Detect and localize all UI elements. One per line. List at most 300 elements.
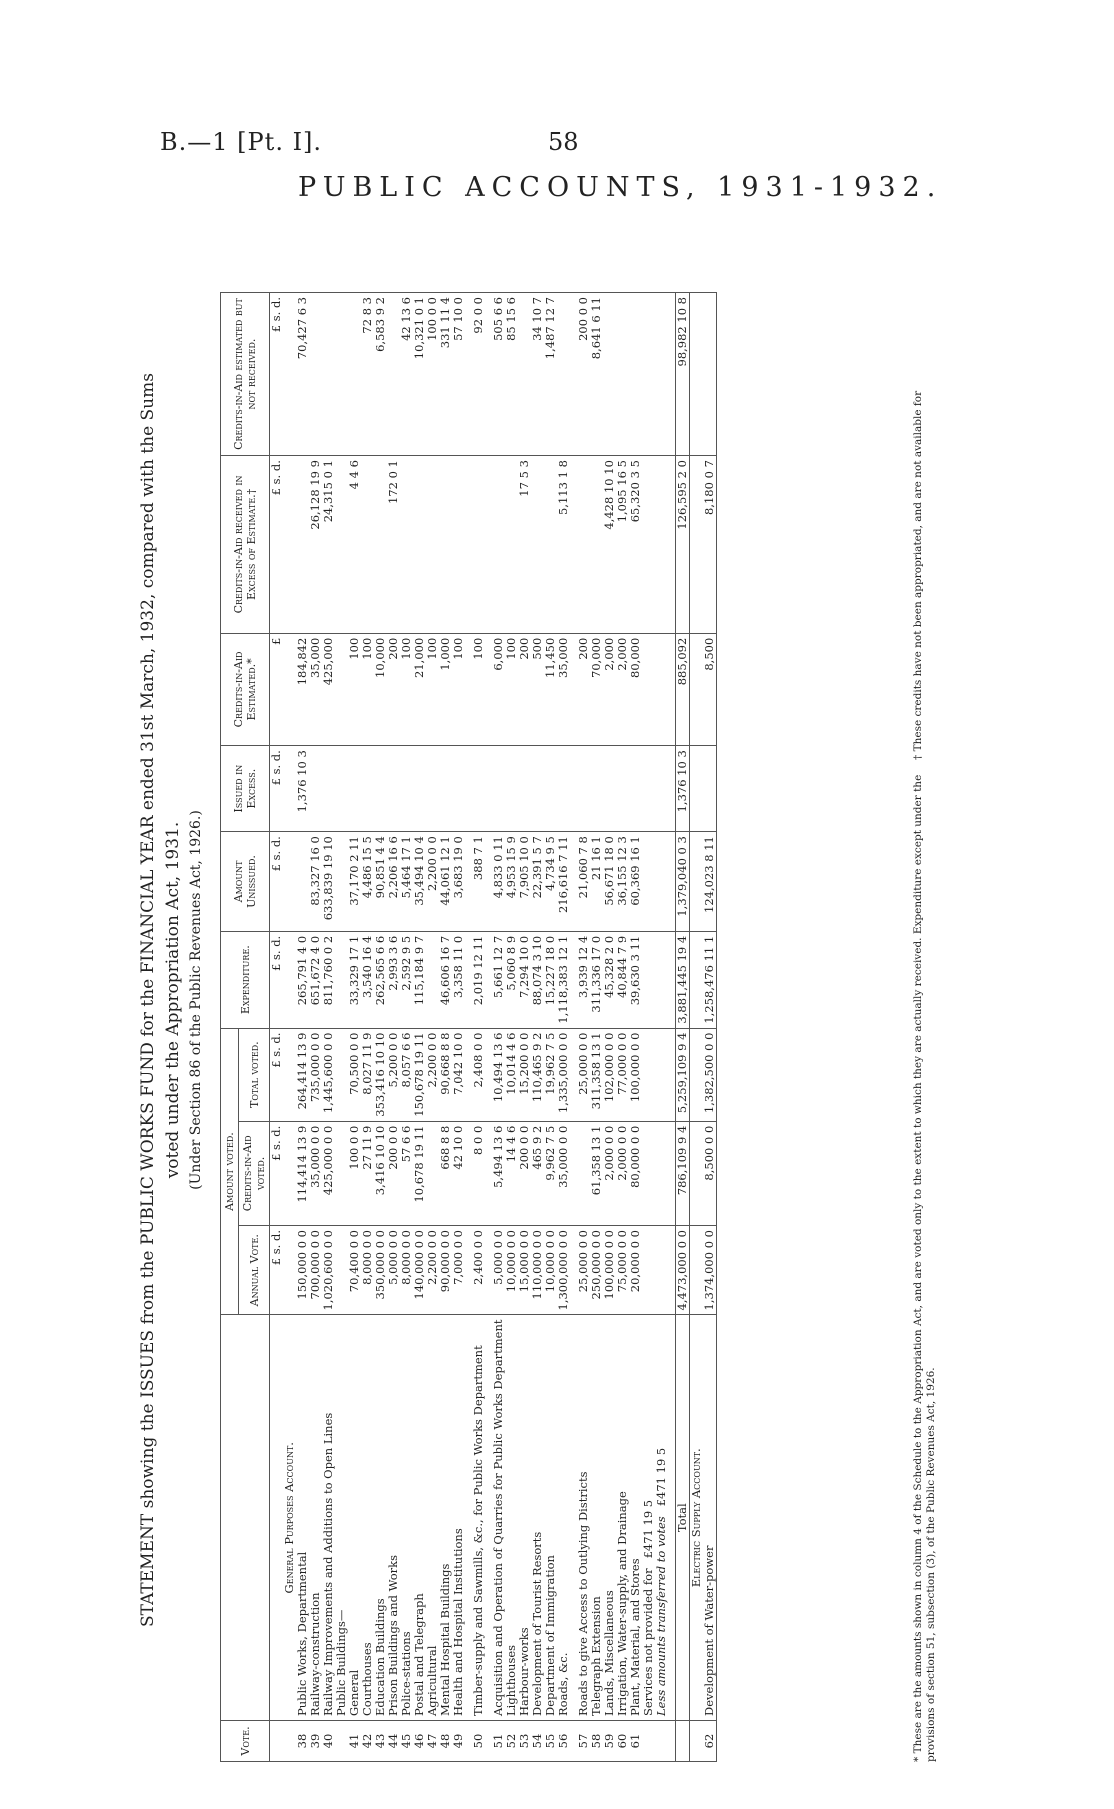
cell-cia-voted xyxy=(642,1121,655,1225)
cell-excess xyxy=(544,746,557,832)
cell-cia-not: 331 11 4 xyxy=(439,293,452,456)
cell-cia-not xyxy=(322,293,335,456)
cell-cia-not xyxy=(690,293,704,456)
cell-exp: 46,606 16 7 xyxy=(439,931,452,1028)
section-heading-general: General Purposes Account. xyxy=(283,1315,296,1721)
cell-unissued: 60,369 16 1 xyxy=(629,832,642,932)
units-cell: £ s. d. xyxy=(270,746,284,832)
item-name: Lighthouses xyxy=(505,1315,518,1721)
cell-total: 5,200 0 0 xyxy=(387,1028,400,1121)
vote-number xyxy=(655,1721,668,1762)
item-name: Plant, Material, and Stores xyxy=(629,1315,642,1721)
cell-exp: 265,791 4 0 xyxy=(296,931,309,1028)
cell-unissued: 36,155 12 3 xyxy=(616,832,629,932)
cell-cia-voted: 14 4 6 xyxy=(505,1121,518,1225)
cell-annual: 10,000 0 0 xyxy=(544,1226,557,1315)
cell-cia-voted: 61,358 13 1 xyxy=(590,1121,603,1225)
table-row xyxy=(655,293,668,1762)
header-unissued: Amount Unissued. xyxy=(221,832,270,932)
cell-total: 19,962 7 5 xyxy=(544,1028,557,1121)
cell-cia-est: 425,000 xyxy=(322,633,335,746)
cell-cia-est: 100 xyxy=(472,633,485,746)
vote-number: 48 xyxy=(439,1721,452,1762)
cell-excess xyxy=(361,746,374,832)
cell-exp: 651,672 4 0 xyxy=(309,931,322,1028)
cell-excess xyxy=(309,746,322,832)
cell-annual: 7,000 0 0 xyxy=(452,1226,465,1315)
cell-annual: 15,000 0 0 xyxy=(518,1226,531,1315)
cell-cia-rec: 24,315 0 1 xyxy=(322,456,335,634)
issues-table xyxy=(220,292,717,1762)
units-cell: £ s. d. xyxy=(270,293,284,456)
services-less-amount: £471 19 5 xyxy=(654,1447,668,1507)
cell-total: 1,445,600 0 0 xyxy=(322,1028,335,1121)
cell-cia-rec: 1,095 16 5 xyxy=(616,456,629,634)
cell-unissued xyxy=(642,832,655,932)
cell-cia-est: 200 xyxy=(387,633,400,746)
cell-exp: 115,184 9 7 xyxy=(413,931,426,1028)
item-name: Railway-construction xyxy=(309,1315,322,1721)
cell-cia-voted: 80,000 0 0 xyxy=(629,1121,642,1225)
cell-cia-est: 100 xyxy=(348,633,361,746)
cell-exp: 3,358 11 0 xyxy=(452,931,465,1028)
cell-total: 1,335,000 0 0 xyxy=(557,1028,570,1121)
cell-exp: 1,118,383 12 1 xyxy=(557,931,570,1028)
table-row xyxy=(557,293,570,1762)
cell-cia-not xyxy=(309,293,322,456)
cell-annual: 2,200 0 0 xyxy=(426,1226,439,1315)
cell-excess xyxy=(590,746,603,832)
item-name: Development of Tourist Resorts xyxy=(531,1315,544,1721)
cell-exp: 7,294 10 0 xyxy=(518,931,531,1028)
statement-title xyxy=(136,230,186,1770)
cell-cia-not: 10,321 0 1 xyxy=(413,293,426,456)
item-name: Telegraph Extension xyxy=(590,1315,603,1721)
vote-number: 57 xyxy=(577,1721,590,1762)
item-name: Roads, &c. xyxy=(557,1315,570,1721)
vote-number: 54 xyxy=(531,1721,544,1762)
cell-excess xyxy=(557,746,570,832)
cell-annual: 140,000 0 0 xyxy=(413,1226,426,1315)
header-vote: Vote. xyxy=(221,1721,270,1762)
cell-exp xyxy=(690,931,704,1028)
cell-excess xyxy=(413,746,426,832)
cell-excess xyxy=(452,746,465,832)
cell-cia-voted: 5,494 13 6 xyxy=(492,1121,505,1225)
cell-annual: 100,000 0 0 xyxy=(603,1226,616,1315)
cell-cia-est: 35,000 xyxy=(309,633,322,746)
vote-number: 52 xyxy=(505,1721,518,1762)
cell-total: 90,668 8 8 xyxy=(439,1028,452,1121)
cell-excess xyxy=(505,746,518,832)
cell-excess xyxy=(642,746,655,832)
cell-total: 1,382,500 0 0 xyxy=(703,1028,717,1121)
vote-number xyxy=(668,1721,676,1762)
item-name: General xyxy=(348,1315,361,1721)
cell-cia-est xyxy=(642,633,655,746)
cell-cia-rec xyxy=(439,456,452,634)
cell-exp: 5,060 8 9 xyxy=(505,931,518,1028)
cell-cia-rec: 5,113 1 8 xyxy=(557,456,570,634)
cell-cia-not: 100 0 0 xyxy=(426,293,439,456)
table-row xyxy=(531,293,544,1762)
cell-cia-voted: 100 0 0 xyxy=(348,1121,361,1225)
cell-cia-est: 21,000 xyxy=(413,633,426,746)
cell-unissued: 90,851 4 4 xyxy=(374,832,387,932)
cell-excess: 1,376 10 3 xyxy=(676,746,690,832)
cell-cia-rec xyxy=(361,456,374,634)
vote-number xyxy=(690,1721,704,1762)
cell-total: 70,500 0 0 xyxy=(348,1028,361,1121)
cell-exp: 88,074 3 10 xyxy=(531,931,544,1028)
cell-unissued: 22,391 5 7 xyxy=(531,832,544,932)
cell-excess xyxy=(439,746,452,832)
cell-unissued: 21,060 7 8 xyxy=(577,832,590,932)
cell-exp: 2,993 3 6 xyxy=(387,931,400,1028)
item-name: Less amounts transferred to votes£471 19 5 xyxy=(655,1315,668,1721)
item-name: Services not provided for£471 19 5 xyxy=(642,1315,655,1721)
cell-annual: 250,000 0 0 xyxy=(590,1226,603,1315)
cell-total: 25,000 0 0 xyxy=(577,1028,590,1121)
cell-excess xyxy=(518,746,531,832)
item-name: Public Works, Departmental xyxy=(296,1315,309,1721)
cell-exp: 2,019 12 11 xyxy=(472,931,485,1028)
cell-annual: 700,000 0 0 xyxy=(309,1226,322,1315)
vote-number: 42 xyxy=(361,1721,374,1762)
cell-cia-est: 1,000 xyxy=(439,633,452,746)
header-cia-estimated: Credits-in-Aid Estimated.* xyxy=(221,633,270,746)
cell-excess xyxy=(703,746,717,832)
cell-total: 10,014 4 6 xyxy=(505,1028,518,1121)
footnote-star: * These are the amounts shown in column 4 of the Schedule to the Appropriation Act, and are voted only to the extent to which they are actually received. Expenditure except under the provisions of section 51, subsection (3), of the Public Revenues Act, 1926. xyxy=(912,774,937,1762)
units-cell: £ s. d. xyxy=(270,1121,284,1225)
cell-unissued: 7,905 10 0 xyxy=(518,832,531,932)
cell-unissued: 35,494 10 4 xyxy=(413,832,426,932)
cell-exp: 15,227 18 0 xyxy=(544,931,557,1028)
cell-cia-voted: 200 0 0 xyxy=(518,1121,531,1225)
cell-cia-not xyxy=(655,293,668,456)
cell-cia-not: 85 15 6 xyxy=(505,293,518,456)
cell-cia-not: 6,583 9 2 xyxy=(374,293,387,456)
cell-cia-not: 92 0 0 xyxy=(472,293,485,456)
header-cia-voted: Credits-in-Aid voted. xyxy=(239,1121,270,1225)
cell-cia-voted: 8,500 0 0 xyxy=(703,1121,717,1225)
cell-total: 8,027 11 9 xyxy=(361,1028,374,1121)
cell-unissued: 633,839 19 10 xyxy=(322,832,335,932)
cell-excess xyxy=(485,746,492,832)
cell-exp: 3,540 16 4 xyxy=(361,931,374,1028)
cell-unissued xyxy=(690,832,704,932)
cell-cia-not: 34 10 7 xyxy=(531,293,544,456)
cell-annual: 1,374,000 0 0 xyxy=(703,1226,717,1315)
item-name: Development of Water-power xyxy=(703,1315,717,1721)
cell-exp: 2,592 9 5 xyxy=(400,931,413,1028)
units-cell: £ s. d. xyxy=(270,456,284,634)
services-amount: £471 19 5 xyxy=(641,1499,655,1559)
vote-number: 53 xyxy=(518,1721,531,1762)
table-row xyxy=(426,293,439,1762)
cell-cia-voted: 465 9 2 xyxy=(531,1121,544,1225)
cell-exp xyxy=(655,931,668,1028)
cell-cia-voted: 3,416 10 10 xyxy=(374,1121,387,1225)
table-row xyxy=(348,293,361,1762)
cell-cia-not: 200 0 0 xyxy=(577,293,590,456)
cell-annual xyxy=(642,1226,655,1315)
item-name: Harbour-works xyxy=(518,1315,531,1721)
cell-cia-voted: 27 11 9 xyxy=(361,1121,374,1225)
item-name: Postal and Telegraph xyxy=(413,1315,426,1721)
cell-annual: 25,000 0 0 xyxy=(577,1226,590,1315)
cell-cia-voted: 114,414 13 9 xyxy=(296,1121,309,1225)
cell-total: 102,000 0 0 xyxy=(603,1028,616,1121)
cell-total: 7,042 10 0 xyxy=(452,1028,465,1121)
table-row xyxy=(472,293,485,1762)
header-item xyxy=(221,1315,270,1721)
item-name: Roads to give Access to Outlying Districts xyxy=(577,1315,590,1721)
cell-unissued: 56,671 18 0 xyxy=(603,832,616,932)
cell-excess xyxy=(492,746,505,832)
cell-total: 150,678 19 11 xyxy=(413,1028,426,1121)
table-row xyxy=(387,293,400,1762)
cell-total: 15,200 0 0 xyxy=(518,1028,531,1121)
cell-cia-est: 200 xyxy=(577,633,590,746)
cell-cia-rec: 65,320 3 5 xyxy=(629,456,642,634)
table-row xyxy=(400,293,413,1762)
vote-number: 62 xyxy=(703,1721,717,1762)
cell-cia-est: 80,000 xyxy=(629,633,642,746)
statement-title-line-1: STATEMENT showing the ISSUES from the PUBLIC WORKS FUND for the FINANCIAL YEAR ended 31st March, 1932, compared with the Sums xyxy=(138,373,158,1627)
vote-number: 46 xyxy=(413,1721,426,1762)
cell-annual: 70,400 0 0 xyxy=(348,1226,361,1315)
cell-cia-est: 70,000 xyxy=(590,633,603,746)
cell-exp: 5,661 12 7 xyxy=(492,931,505,1028)
cell-cia-rec xyxy=(690,456,704,634)
table-row xyxy=(577,293,590,1762)
cell-total: 5,259,109 9 4 xyxy=(676,1028,690,1121)
vote-number: 61 xyxy=(629,1721,642,1762)
cell-cia-not: 57 10 0 xyxy=(452,293,465,456)
cell-cia-rec xyxy=(485,456,492,634)
units-cell: £ s. d. xyxy=(270,1226,284,1315)
item-name: Education Buildings xyxy=(374,1315,387,1721)
cell-cia-not xyxy=(335,293,348,456)
cell-cia-not: 42 13 6 xyxy=(400,293,413,456)
cell-unissued: 83,327 16 0 xyxy=(309,832,322,932)
cell-cia-voted: 2,000 0 0 xyxy=(603,1121,616,1225)
vote-number xyxy=(642,1721,655,1762)
cell-annual xyxy=(655,1226,668,1315)
cell-exp: 40,844 7 9 xyxy=(616,931,629,1028)
cell-annual: 110,000 0 0 xyxy=(531,1226,544,1315)
statement-title-line-2: voted under the Appropriation Act, 1931. xyxy=(163,821,183,1179)
footnote-dagger: † These credits have not been appropriated, and are not available for xyxy=(912,390,924,760)
cell-unissued: 37,170 2 11 xyxy=(348,832,361,932)
cell-cia-voted: 35,000 0 0 xyxy=(557,1121,570,1225)
cell-excess xyxy=(577,746,590,832)
cell-cia-est xyxy=(690,633,704,746)
cell-annual xyxy=(690,1226,704,1315)
cell-annual: 8,000 0 0 xyxy=(400,1226,413,1315)
header-excess: Issued in Excess. xyxy=(221,746,270,832)
cell-cia-rec xyxy=(413,456,426,634)
cell-total: 2,408 0 0 xyxy=(472,1028,485,1121)
cell-cia-rec: 26,128 19 9 xyxy=(309,456,322,634)
cell-cia-not xyxy=(557,293,570,456)
cell-cia-voted xyxy=(570,1121,577,1225)
cell-cia-voted xyxy=(655,1121,668,1225)
cell-excess xyxy=(616,746,629,832)
section-row-general xyxy=(283,293,296,1762)
header-annual-vote: Annual Vote. xyxy=(239,1226,270,1315)
cell-unissued: 388 7 1 xyxy=(472,832,485,932)
cell-excess xyxy=(374,746,387,832)
cell-cia-rec: 4,428 10 10 xyxy=(603,456,616,634)
cell-cia-not xyxy=(642,293,655,456)
cell-cia-not: 505 6 6 xyxy=(492,293,505,456)
cell-cia-not: 70,427 6 3 xyxy=(296,293,309,456)
cell-cia-voted: 200 0 0 xyxy=(387,1121,400,1225)
cell-cia-est: 6,000 xyxy=(492,633,505,746)
cell-total xyxy=(655,1028,668,1121)
cell-cia-not: 8,641 6 11 xyxy=(590,293,603,456)
cell-total: 264,414 13 9 xyxy=(296,1028,309,1121)
vote-number: 44 xyxy=(387,1721,400,1762)
cell-unissued: 4,486 15 5 xyxy=(361,832,374,932)
vote-number: 43 xyxy=(374,1721,387,1762)
item-name: Courthouses xyxy=(361,1315,374,1721)
table-row xyxy=(335,293,348,1762)
vote-number: 39 xyxy=(309,1721,322,1762)
cell-cia-est: 184,842 xyxy=(296,633,309,746)
vote-number: 40 xyxy=(322,1721,335,1762)
vote-number: 38 xyxy=(296,1721,309,1762)
cell-total: 311,358 13 1 xyxy=(590,1028,603,1121)
cell-cia-voted: 57 6 6 xyxy=(400,1121,413,1225)
cell-unissued: 2,200 0 0 xyxy=(426,832,439,932)
table-row xyxy=(690,293,704,1762)
cell-annual: 150,000 0 0 xyxy=(296,1226,309,1315)
cell-cia-not xyxy=(603,293,616,456)
cell-cia-est: 885,092 xyxy=(676,633,690,746)
cell-cia-est: 100 xyxy=(426,633,439,746)
item-name: Police-stations xyxy=(400,1315,413,1721)
item-name: Electric Supply Account. xyxy=(690,1315,704,1721)
cell-cia-est: 500 xyxy=(531,633,544,746)
cell-cia-voted xyxy=(690,1121,704,1225)
cell-exp: 311,336 17 0 xyxy=(590,931,603,1028)
cell-cia-est: 35,000 xyxy=(557,633,570,746)
table-row xyxy=(374,293,387,1762)
cell-cia-rec: 172 0 1 xyxy=(387,456,400,634)
cell-cia-est: 11,450 xyxy=(544,633,557,746)
cell-total: 2,200 0 0 xyxy=(426,1028,439,1121)
item-name: Acquisition and Operation of Quarries for Public Works Department xyxy=(492,1315,505,1721)
cell-unissued: 4,953 15 9 xyxy=(505,832,518,932)
statement-subtitle: (Under Section 86 of the Public Revenues Act, 1926.) xyxy=(188,810,204,1190)
cell-annual: 1,020,600 0 0 xyxy=(322,1226,335,1315)
cell-excess xyxy=(629,746,642,832)
cell-annual: 5,000 0 0 xyxy=(387,1226,400,1315)
header-cia-not-received: Credits-in-Aid estimated but not received. xyxy=(221,293,270,456)
cell-total: 735,000 0 0 xyxy=(309,1028,322,1121)
cell-cia-est: 100 xyxy=(452,633,465,746)
cell-total: 353,416 10 10 xyxy=(374,1028,387,1121)
cell-total: 110,465 9 2 xyxy=(531,1028,544,1121)
cell-cia-rec xyxy=(426,456,439,634)
header-amount-voted: Amount voted. xyxy=(221,1028,239,1315)
cell-excess xyxy=(465,746,472,832)
vote-number: 51 xyxy=(492,1721,505,1762)
cell-cia-est: 100 xyxy=(400,633,413,746)
cell-cia-rec: 126,595 2 0 xyxy=(676,456,690,634)
cell-excess xyxy=(322,746,335,832)
cell-cia-rec: 4 4 6 xyxy=(348,456,361,634)
cell-unissued: 1,379,040 0 3 xyxy=(676,832,690,932)
table-row xyxy=(322,293,335,1762)
table-row xyxy=(492,293,505,1762)
cell-unissued: 21 16 1 xyxy=(590,832,603,932)
cell-cia-rec xyxy=(452,456,465,634)
cell-annual: 4,473,000 0 0 xyxy=(676,1226,690,1315)
cell-cia-est: 100 xyxy=(361,633,374,746)
vote-number: 60 xyxy=(616,1721,629,1762)
item-name: Total xyxy=(676,1315,690,1721)
vote-number: 56 xyxy=(557,1721,570,1762)
cell-total: 10,494 13 6 xyxy=(492,1028,505,1121)
cell-cia-not: 98,982 10 8 xyxy=(676,293,690,456)
cell-cia-voted: 668 8 8 xyxy=(439,1121,452,1225)
units-cell: £ xyxy=(270,633,284,746)
cell-cia-rec xyxy=(570,456,577,634)
vote-number: 49 xyxy=(452,1721,465,1762)
cell-exp: 3,881,445 19 4 xyxy=(676,931,690,1028)
item-name: Health and Hospital Institutions xyxy=(452,1315,465,1721)
item-name: Railway Improvements and Additions to Open Lines xyxy=(322,1315,335,1721)
units-cell: £ s. d. xyxy=(270,931,284,1028)
cell-excess xyxy=(335,746,348,832)
table-row xyxy=(413,293,426,1762)
cell-unissued: 124,023 8 11 xyxy=(703,832,717,932)
cell-cia-rec xyxy=(642,456,655,634)
units-cell: £ s. d. xyxy=(270,1028,284,1121)
cell-excess xyxy=(426,746,439,832)
cell-cia-voted: 35,000 0 0 xyxy=(309,1121,322,1225)
document-code: B.—1 [Pt. I]. xyxy=(160,128,323,156)
cell-excess xyxy=(570,746,577,832)
cell-cia-not xyxy=(629,293,642,456)
cell-excess xyxy=(387,746,400,832)
cell-cia-rec xyxy=(655,456,668,634)
cell-cia-rec: 8,180 0 7 xyxy=(703,456,717,634)
cell-exp: 33,329 17 1 xyxy=(348,931,361,1028)
table-body xyxy=(270,293,717,1762)
vote-number: 58 xyxy=(590,1721,603,1762)
cell-cia-rec xyxy=(465,456,472,634)
cell-unissued: 5,464 17 1 xyxy=(400,832,413,932)
cell-cia-est: 2,000 xyxy=(603,633,616,746)
cell-excess xyxy=(531,746,544,832)
cell-cia-voted: 425,000 0 0 xyxy=(322,1121,335,1225)
item-name: Prison Buildings and Works xyxy=(387,1315,400,1721)
cell-total: 100,000 0 0 xyxy=(629,1028,642,1121)
page-number: 58 xyxy=(548,128,579,156)
cell-cia-rec xyxy=(492,456,505,634)
cell-cia-rec xyxy=(577,456,590,634)
cell-cia-voted: 10,678 19 11 xyxy=(413,1121,426,1225)
cell-exp: 45,328 2 0 xyxy=(603,931,616,1028)
cell-excess xyxy=(690,746,704,832)
cell-exp: 3,939 12 4 xyxy=(577,931,590,1028)
